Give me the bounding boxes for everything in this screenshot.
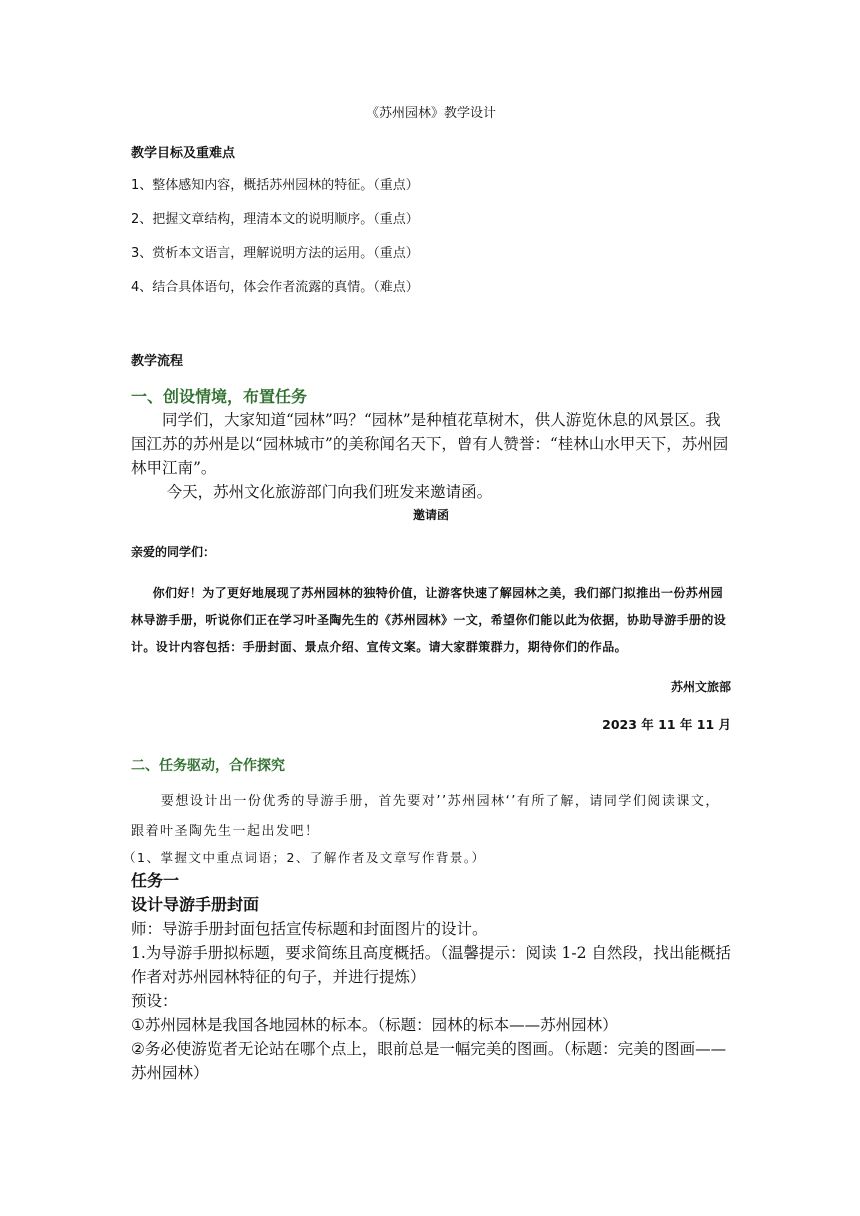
objectives-heading: 教学目标及重难点 [131, 146, 236, 161]
task1-label: 任务一 [131, 871, 180, 890]
objective-item: 3、赏析本文语言，理解说明方法的运用。（重点） [131, 246, 419, 261]
task1-subtitle: 设计导游手册封面 [131, 895, 260, 914]
answer-text: 务必使游览者无论站在哪个点上，眼前总是一幅完美的图画。（标题：完美的图画——苏州园林） [131, 1040, 727, 1082]
section1-paragraph: 同学们，大家知道“园林”吗？“园林”是种植花草树木，供人游览休息的风景区。我国江苏的苏州是以“园林城市”的美称闻名天下，曾有人赞誉：“桂林山水甲天下，苏州园林甲江南”。 [131, 411, 729, 477]
letter-body: 你们好！为了更好地展现了苏州园林的独特价值，让游客快速了解园林之美，我们部门拟推出一份苏州园林导游手册，听说你们正在学习叶圣陶先生的《苏州园林》一文，希望你们能以此为依据，协助导游手册的设计。设计内容包括：手册封面、景点介绍、宣传文案。请大家群策群力，期待你们的作品。 [131, 586, 727, 654]
section1-heading: 一、创设情境，布置任务 [131, 387, 308, 406]
task1-teacher-line: 师：导游手册封面包括宣传标题和封面图片的设计。 [131, 920, 488, 938]
section2-note: （1、掌握文中重点词语；2、了解作者及文章写作背景。） [123, 850, 486, 865]
task1-answer [131, 1013, 731, 1037]
letter-title: 邀请函 [412, 508, 449, 522]
letter-signature: 苏州文旅部 [670, 680, 731, 694]
process-heading: 教学流程 [131, 354, 184, 369]
objective-item: 4、结合具体语句，体会作者流露的真情。（难点） [131, 280, 419, 295]
page-content [123, 104, 731, 1085]
task1-instruction: 1.为导游手册拟标题，要求简练且高度概括。（温馨提示：阅读 1-2 自然段，找出能概括作者对苏州园林特征的句子，并进行提炼） [131, 944, 731, 986]
answer-text: 苏州园林是我国各地园林的标本。（标题：园林的标本——苏州园林） [144, 1016, 618, 1034]
section1-paragraph-2: 今天，苏州文化旅游部门向我们班发来邀请函。 [166, 483, 493, 501]
task1-answer [131, 1037, 731, 1085]
letter-salutation: 亲爱的同学们： [131, 545, 216, 559]
section2-paragraph: 要想设计出一份优秀的导游手册，首先要对’’苏州园林‘’有所了解，请同学们阅读课文，跟着叶圣陶先生一起出发吧！ [131, 794, 720, 839]
letter-date: 2023 年 11 年 11 月 [602, 717, 731, 732]
answer-marker: ① [131, 1016, 145, 1034]
document-title: 《苏州园林》教学设计 [365, 106, 496, 121]
task1-preset-label: 预设： [131, 992, 178, 1010]
section2-heading: 二、任务驱动，合作探究 [131, 758, 285, 774]
objective-item: 2、把握文章结构，理清本文的说明顺序。（重点） [131, 212, 419, 227]
answer-marker: ② [131, 1040, 145, 1058]
objective-item: 1、整体感知内容，概括苏州园林的特征。（重点） [131, 178, 419, 193]
